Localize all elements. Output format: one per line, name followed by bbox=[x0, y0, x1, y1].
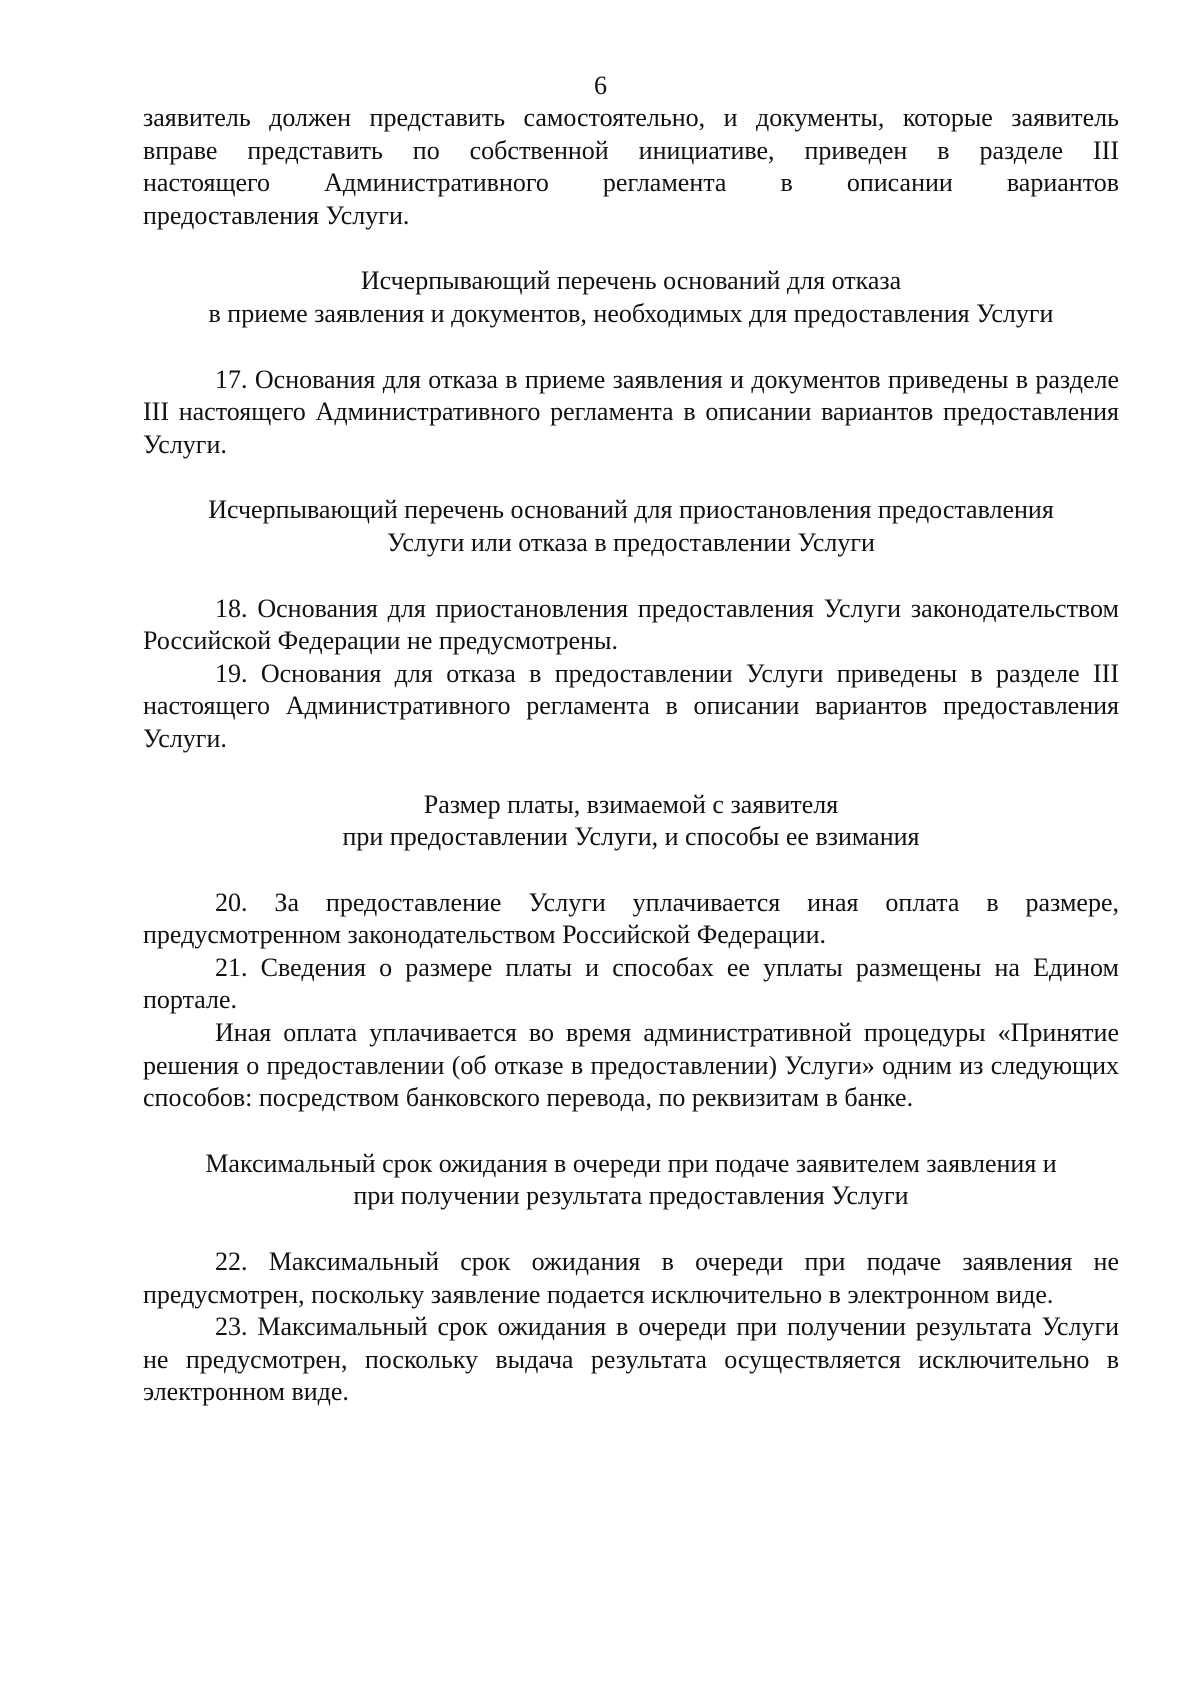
paragraph-item-17: 17. Основания для отказа в приеме заявления и документов приведены в разделе III настоящего Административного регламента в описании вариантов предоставления Услуги. bbox=[143, 364, 1119, 459]
paragraph-item-18: 18. Основания для приостановления предоставления Услуги законодательством Российской Федерации не предусмотрены. bbox=[143, 593, 1119, 656]
section-heading-queue bbox=[143, 1148, 1119, 1213]
heading-line: Максимальный срок ожидания в очереди при подаче заявителем заявления и bbox=[205, 1148, 1057, 1178]
heading-line: в приеме заявления и документов, необходимых для предоставления Услуги bbox=[208, 298, 1054, 328]
heading-line: Исчерпывающий перечень оснований для отказа bbox=[360, 266, 902, 296]
intro-paragraph bbox=[143, 102, 1119, 232]
paragraph-item-19: 19. Основания для отказа в предоставлении Услуги приведены в разделе III настоящего Административного регламента в описании вариантов предоставления Услуги. bbox=[143, 658, 1119, 753]
intro-line: заявитель должен представить самостоятельно, и документы, которые заявитель bbox=[143, 103, 1119, 132]
paragraph-item-20: 20. За предоставление Услуги уплачивается иная оплата в размере, предусмотренном законодательством Российской Федерации. bbox=[143, 887, 1119, 950]
heading-line: при предоставлении Услуги, и способы ее взимания bbox=[342, 822, 920, 852]
intro-line: предоставления Услуги. bbox=[143, 200, 410, 230]
paragraph-item-21: 21. Сведения о размере платы и способах ее уплаты размещены на Едином портале. bbox=[143, 952, 1119, 1015]
heading-line: при получении результата предоставления Услуги bbox=[353, 1181, 909, 1211]
heading-line: Исчерпывающий перечень оснований для приостановления предоставления bbox=[208, 495, 1054, 525]
document-body bbox=[143, 102, 1119, 1409]
paragraph-item-22: 22. Максимальный срок ожидания в очереди при подаче заявления не предусмотрен, поскольку заявление подается исключительно в электронном виде. bbox=[143, 1247, 1119, 1309]
intro-line: настоящего Административного регламента в описании вариантов bbox=[143, 168, 1119, 198]
heading-line: Размер платы, взимаемой с заявителя bbox=[423, 789, 839, 819]
heading-line: Услуги или отказа в предоставлении Услуги bbox=[387, 527, 875, 557]
paragraph-item-21-payment: Иная оплата уплачивается во время административной процедуры «Принятие решения о предоставлении (об отказе в предоставлении) Услуги» одним из следующих способов: посредством банковского перевода, по реквизитам в банке. bbox=[143, 1018, 1119, 1113]
section-heading-fee bbox=[143, 789, 1119, 854]
section-heading-refusal-acceptance bbox=[143, 265, 1119, 330]
page-number: 6 bbox=[594, 71, 607, 100]
intro-line: вправе представить по собственной инициативе, приведен в разделе III bbox=[143, 135, 1119, 165]
paragraph-item-23: 23. Максимальный срок ожидания в очереди при получении результата Услуги не предусмотрен, поскольку выдача результата осуществляется исключительно в электронном виде. bbox=[143, 1312, 1119, 1407]
section-heading-suspension bbox=[143, 494, 1119, 559]
